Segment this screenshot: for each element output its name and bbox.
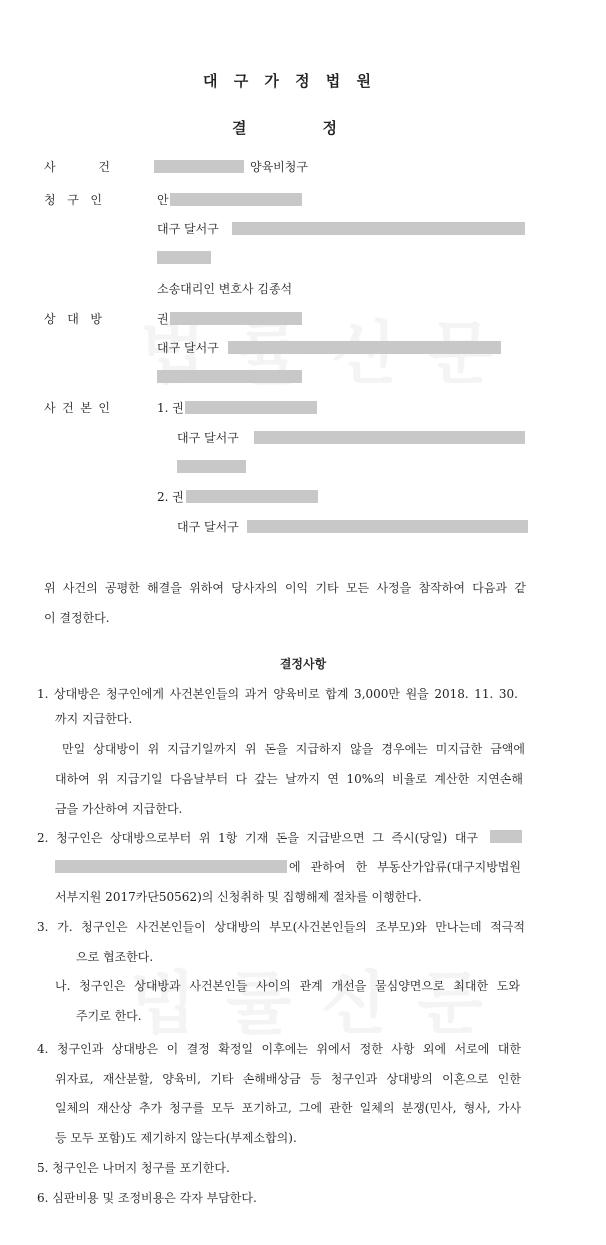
- redacted-principal1-name: [185, 401, 317, 414]
- item4-line-2: 위자료, 재산분할, 양육비, 기타 손해배상금 등 청구인과 상대방의 이혼으로 인한: [55, 1072, 521, 1086]
- intro-line-2: 이 결정한다.: [44, 611, 110, 625]
- claimant-attorney: 소송대리인 변호사 김종석: [157, 282, 293, 296]
- claimant-address-prefix: 대구 달서구: [157, 222, 219, 236]
- respondent-label: 상 대 방: [44, 312, 102, 326]
- redacted-claimant-address-2: [157, 251, 211, 264]
- redacted-property-2: [55, 860, 287, 873]
- redacted-respondent-name: [170, 312, 302, 325]
- redacted-principal1-address-2: [177, 460, 246, 473]
- principal1-prefix: 1. 권: [157, 401, 184, 415]
- redacted-principal2-name: [186, 490, 318, 503]
- watermark-bottom: [130, 950, 513, 1047]
- redacted-respondent-address-2: [157, 370, 302, 383]
- document-type: 결 정: [232, 119, 337, 137]
- item4-line-1: 4. 청구인과 상대방은 이 결정 확정일 이후에는 위에서 정한 사항 외에 서로에 대한: [37, 1042, 521, 1056]
- item3a-line-2: 으로 협조한다.: [76, 950, 154, 964]
- item4-line-4: 등 모두 포함)도 제기하지 않는다(부제소합의).: [55, 1131, 297, 1145]
- item1-line-3: 만일 상대방이 위 지급기일까지 위 돈을 지급하지 않을 경우에는 미지급한 금액에: [62, 742, 525, 756]
- item1-line-4: 대하여 위 지급기일 다음날부터 다 갚는 날까지 연 10%의 비율로 계산한 지연손해: [55, 772, 523, 786]
- respondent-name-prefix: 권: [157, 312, 169, 326]
- principal2-address-prefix: 대구 달서구: [177, 520, 239, 534]
- intro-line-1: 위 사건의 공평한 해결을 위하여 당사자의 이익 기타 모든 사정을 참작하여 다음과 같: [44, 581, 526, 595]
- item2-line-1: 2. 청구인은 상대방으로부터 위 1항 기재 돈을 지급받으면 그 즉시(당일) 대구: [37, 831, 478, 845]
- redacted-principal1-address: [254, 431, 525, 444]
- item3b-line-2: 주기로 한다.: [76, 1009, 142, 1023]
- item1-line-1: 1. 상대방은 청구인에게 사건본인들의 과거 양육비로 합계 3,000만 원을 2018. 11. 30.: [37, 687, 518, 701]
- item2-line-2: 에 관하여 한 부동산가압류(대구지방법원: [289, 860, 521, 874]
- redacted-respondent-address: [228, 341, 501, 354]
- claimant-name-prefix: 안: [157, 193, 169, 207]
- item1-line-2: 까지 지급한다.: [55, 712, 133, 726]
- item5: 5. 청구인은 나머지 청구를 포기한다.: [37, 1161, 230, 1175]
- item1-line-5: 금을 가산하여 지급한다.: [55, 802, 183, 816]
- item2-line-3: 서부지원 2017카단50562)의 신청취하 및 집행해제 절차를 이행한다.: [55, 890, 422, 904]
- item3a-line-1: 3. 가. 청구인은 사건본인들이 상대방의 부모(사건본인들의 조부모)와 만나는데 적극적: [37, 920, 525, 934]
- redacted-property-1: [490, 830, 522, 843]
- item4-line-3: 일체의 재산상 추가 청구를 모두 포기하고, 그에 관한 일체의 분쟁(민사, 형사, 가사: [55, 1101, 521, 1115]
- redacted-claimant-name: [170, 193, 302, 206]
- redacted-case-number: [154, 160, 244, 173]
- principal1-address-prefix: 대구 달서구: [177, 431, 239, 445]
- case-label: 사 건: [44, 160, 110, 174]
- decision-heading: 결정사항: [279, 657, 327, 671]
- case-name: 양육비청구: [250, 160, 308, 174]
- redacted-claimant-address: [232, 222, 525, 235]
- item3b-line-1: 나. 청구인은 상대방과 사건본인들 사이의 관계 개선을 물심양면으로 최대한 도와: [55, 979, 520, 993]
- item6: 6. 심판비용 및 조정비용은 각자 부담한다.: [37, 1191, 257, 1205]
- court-name: 대 구 가 정 법 원: [203, 72, 371, 90]
- claimant-label: 청 구 인: [44, 193, 102, 207]
- redacted-principal2-address: [247, 520, 528, 533]
- principal2-prefix: 2. 권: [157, 490, 184, 504]
- respondent-address-prefix: 대구 달서구: [157, 341, 219, 355]
- principals-label: 사 건 본 인: [44, 401, 110, 415]
